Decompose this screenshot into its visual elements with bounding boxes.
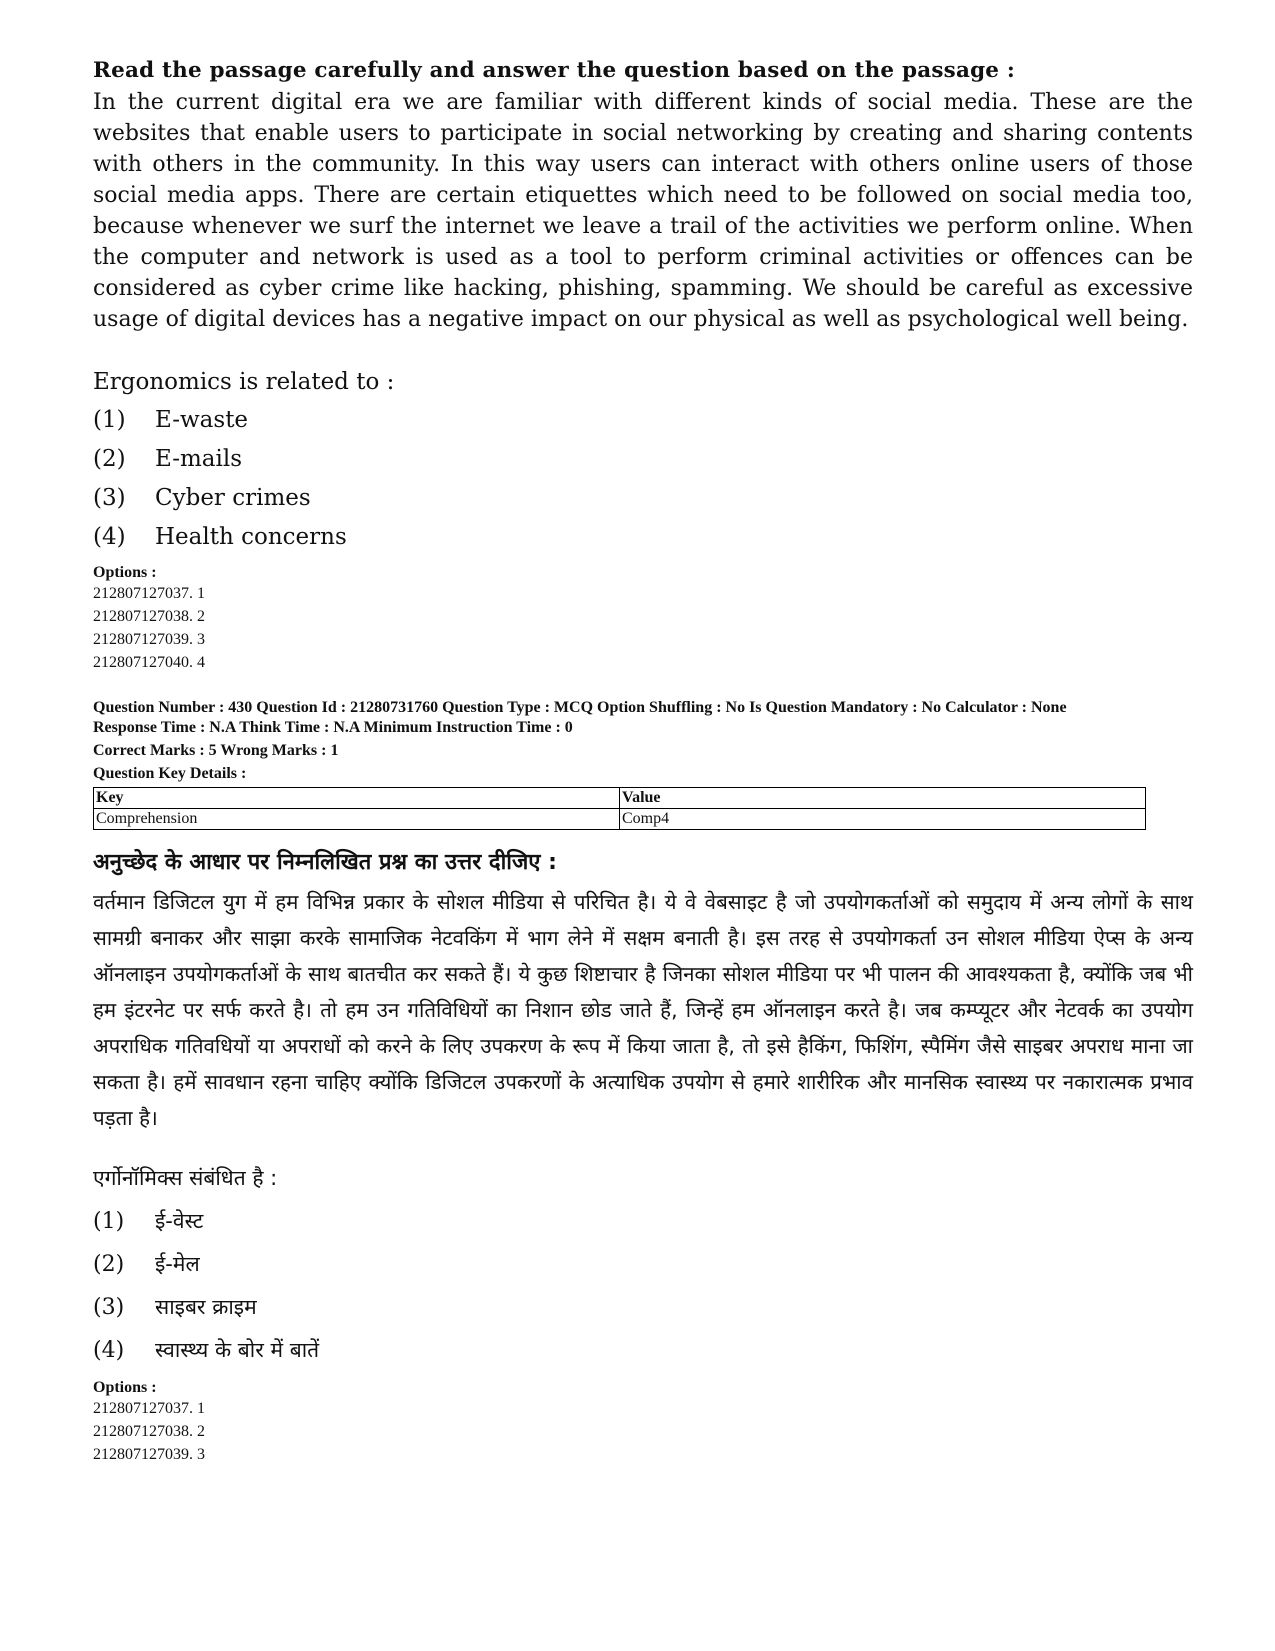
meta-line-4: Question Key Details : xyxy=(93,765,247,782)
option-code: 212807127037. 1 xyxy=(93,585,205,602)
hindi-heading: अनुच्छेद के आधार पर निम्नलिखित प्रश्न का उत्तर दीजिए : xyxy=(93,850,557,875)
table-header-value: Value xyxy=(620,788,1146,809)
question-meta xyxy=(93,698,1193,830)
table-header-key: Key xyxy=(94,788,620,809)
english-question: Ergonomics is related to : xyxy=(93,369,395,395)
question-key-table xyxy=(93,787,1146,830)
english-choices xyxy=(93,401,1193,557)
english-choice-4: (4) Health concerns xyxy=(93,524,347,550)
options-label: Options : xyxy=(93,1379,157,1396)
english-choice-1: (1) E-waste xyxy=(93,407,249,433)
hindi-choice-1: (1) ई-वेस्ट xyxy=(93,1209,204,1234)
english-passage: In the current digital era we are familiar with different kinds of social media. These are the websites that enable users to participate in social networking by creating and sharing contents with others in the community. In this way users can interact with others online users of those social media apps. There are certain etiquettes which need to be followed on social media too, because whenever we surf the internet we leave a trail of the activities we perform online. When the computer and network is used as a tool to perform criminal activities or offences can be considered as cyber crime like hacking, phishing, spamming. We should be careful as excessive usage of digital devices has a negative impact on our physical as well as psychological well being. xyxy=(93,90,1193,332)
hindi-options-block xyxy=(93,1378,1193,1466)
english-choice-2: (2) E-mails xyxy=(93,446,243,472)
table-row xyxy=(94,809,1146,830)
hindi-passage: वर्तमान डिजिटल युग में हम विभिन्न प्रकार के सोशल मीडिया से परिचित है। ये वे वेबसाइट है जो उपयोगकर्ताओं को समुदाय में अन्य लोगों के साथ सामग्री बनाकर और साझा करके सामाजिक नेटवकिंग में भाग लेने में सक्षम बनाती है। इस तरह से उपयोगकर्ता उन सोशल मीडिया ऐप्स के अन्य ऑनलाइन उपयोगकर्ताओं के साथ बातचीत कर सकते हैं। ये कुछ शिष्टाचार है जिनका सोशल मीडिया पर भी पालन की आवश्यकता है, क्योंकि जब भी हम इंटरनेट पर सर्फ करते है। तो हम उन गतिविधियों का निशान छोड जाते हैं, जिन्हें हम ऑनलाइन करते है। जब कम्प्यूटर और नेटवर्क का उपयोग अपराधिक गतिवधियों या अपराधों को करने के लिए उपकरण के रूप में किया जाता है, तो इसे हैकिंग, फिशिंग, स्पैमिंग जैसे साइबर अपराध माना जा सकता है। हमें सावधान रहना चाहिए क्योंकि डिजिटल उपकरणों के अत्याधिक उपयोग से हमारे शारीरिक और मानसिक स्वास्थ्य पर नकारात्मक प्रभाव पड़ता है। xyxy=(93,890,1193,1130)
option-code: 212807127038. 2 xyxy=(93,608,205,625)
question-page xyxy=(93,58,1193,1466)
meta-line-2: Response Time : N.A Think Time : N.A Minimum Instruction Time : 0 xyxy=(93,719,573,736)
hindi-choices xyxy=(93,1200,1193,1372)
option-code: 212807127037. 1 xyxy=(93,1400,205,1417)
option-code: 212807127040. 4 xyxy=(93,654,205,671)
options-label: Options : xyxy=(93,564,157,581)
meta-line-3: Correct Marks : 5 Wrong Marks : 1 xyxy=(93,742,339,759)
hindi-choice-3: (3) साइबर क्राइम xyxy=(93,1295,257,1320)
table-cell-value: Comp4 xyxy=(620,809,1146,830)
table-cell-key: Comprehension xyxy=(94,809,620,830)
hindi-question: एर्गोनॉमिक्स संबंधित है : xyxy=(93,1166,278,1190)
english-heading: Read the passage carefully and answer the question based on the passage : xyxy=(93,58,1016,83)
option-code: 212807127039. 3 xyxy=(93,631,205,648)
english-options-block xyxy=(93,563,1193,674)
meta-line-1: Question Number : 430 Question Id : 21280731760 Question Type : MCQ Option Shuffling : No Is Question Mandatory : No Calculator : None xyxy=(93,699,1067,716)
hindi-choice-2: (2) ई-मेल xyxy=(93,1252,200,1277)
table-row xyxy=(94,788,1146,809)
option-code: 212807127038. 2 xyxy=(93,1423,205,1440)
hindi-choice-4: (4) स्वास्थ्य के बोर में बातें xyxy=(93,1338,320,1363)
english-choice-3: (3) Cyber crimes xyxy=(93,485,311,511)
option-code: 212807127039. 3 xyxy=(93,1446,205,1463)
